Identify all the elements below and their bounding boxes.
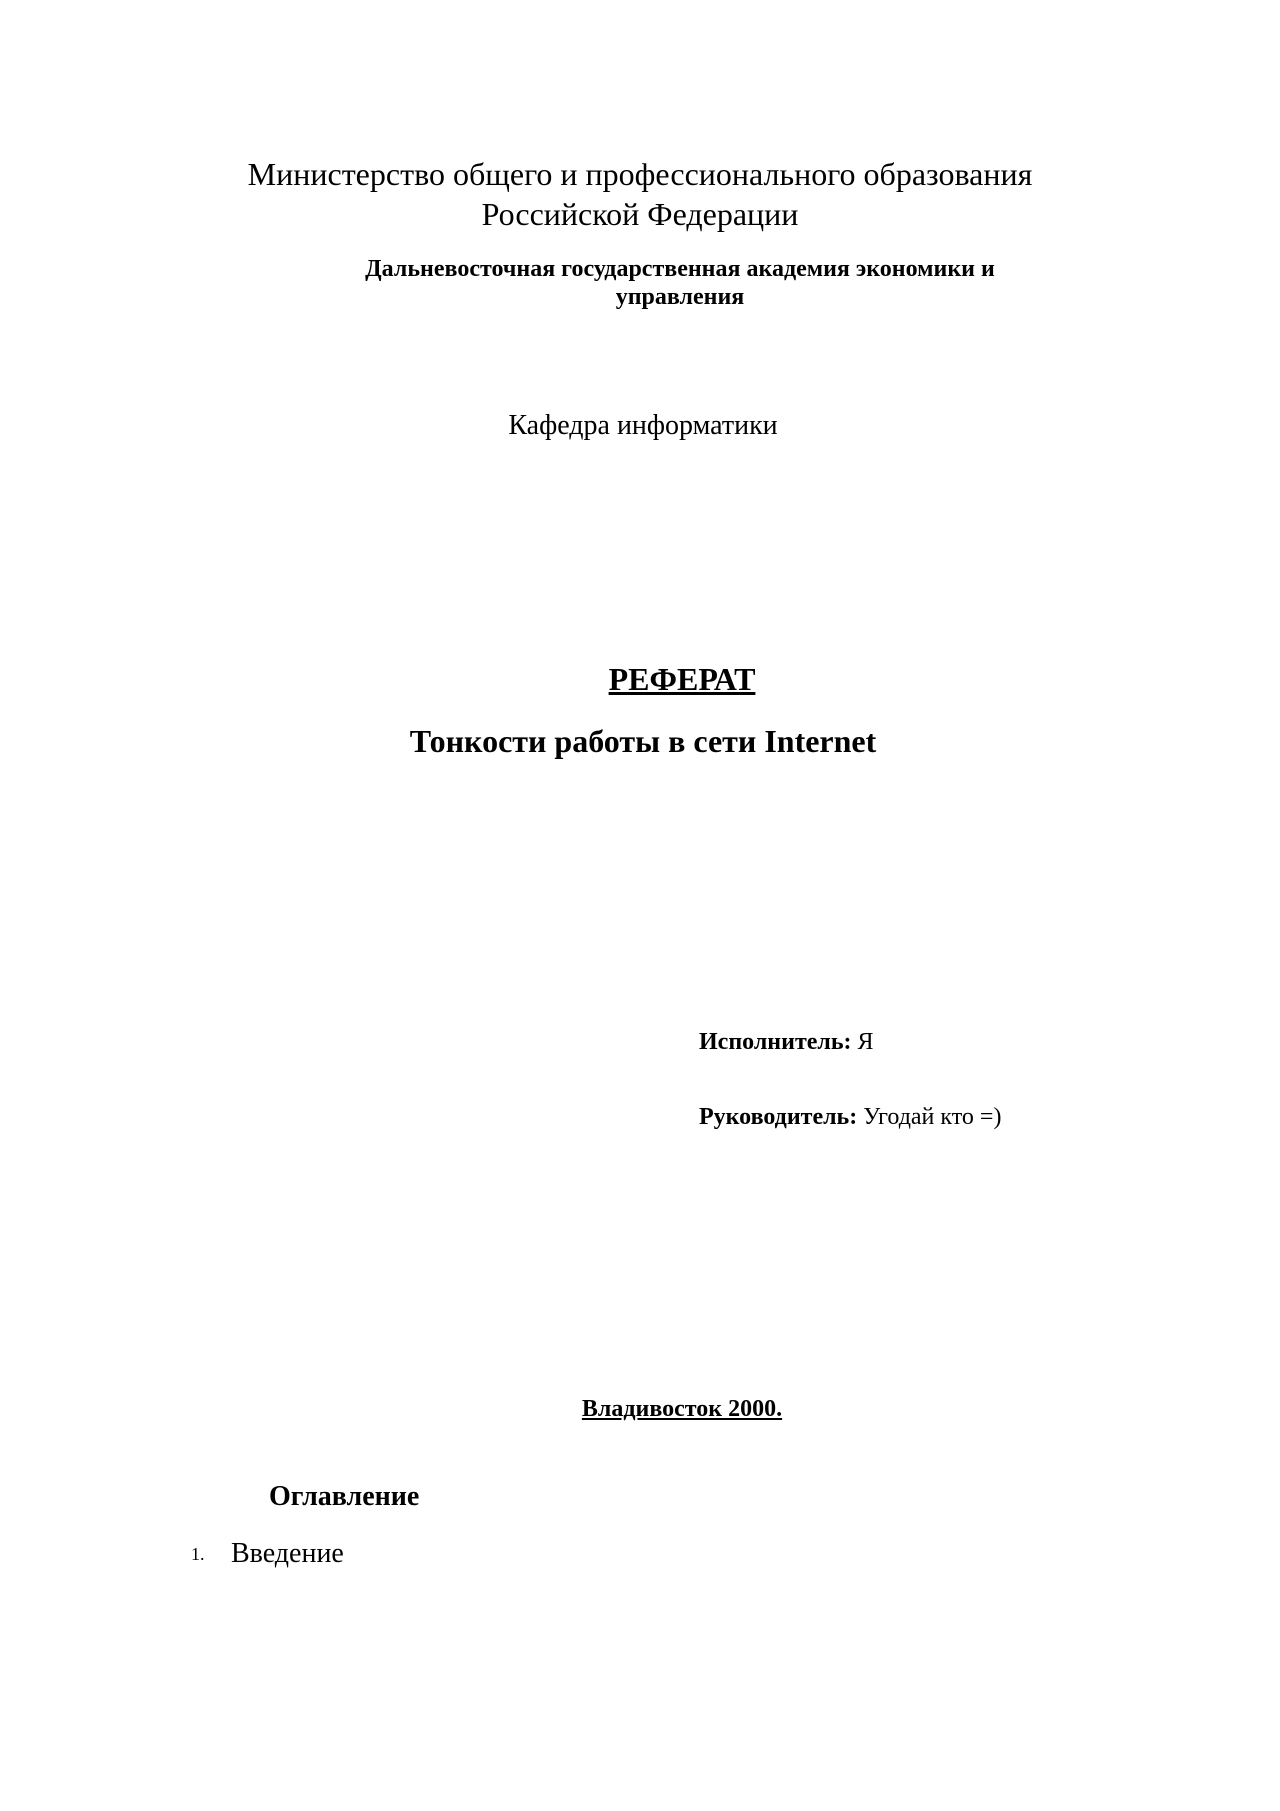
document-topic: Тонкости работы в сети Internet <box>409 723 877 759</box>
city-year: Владивосток 2000. <box>581 1396 783 1422</box>
department-name: Кафедра информатики <box>508 410 778 441</box>
ministry-line-2: Российской Федерации <box>481 196 799 232</box>
document-type-title: РЕФЕРАТ <box>608 661 756 697</box>
supervisor-value: Угодай кто =) <box>863 1104 1002 1130</box>
supervisor-label: Руководитель: <box>699 1104 858 1130</box>
academy-line-1: Дальневосточная государственная академия экономики и <box>365 256 995 282</box>
executor-label: Исполнитель: <box>699 1029 852 1055</box>
toc-item-label: Введение <box>231 1538 344 1569</box>
supervisor-line <box>699 1104 1001 1131</box>
academy-line-2: управления <box>615 284 745 310</box>
toc-item-number: 1. <box>191 1544 205 1564</box>
toc-item <box>191 1538 344 1570</box>
ministry-heading <box>248 154 1033 234</box>
executor-line <box>699 1029 874 1056</box>
ministry-line-1: Министерство общего и профессионального образования <box>247 156 1033 192</box>
executor-value: Я <box>857 1029 874 1055</box>
academy-heading <box>365 255 995 311</box>
toc-heading: Оглавление <box>269 1481 420 1512</box>
